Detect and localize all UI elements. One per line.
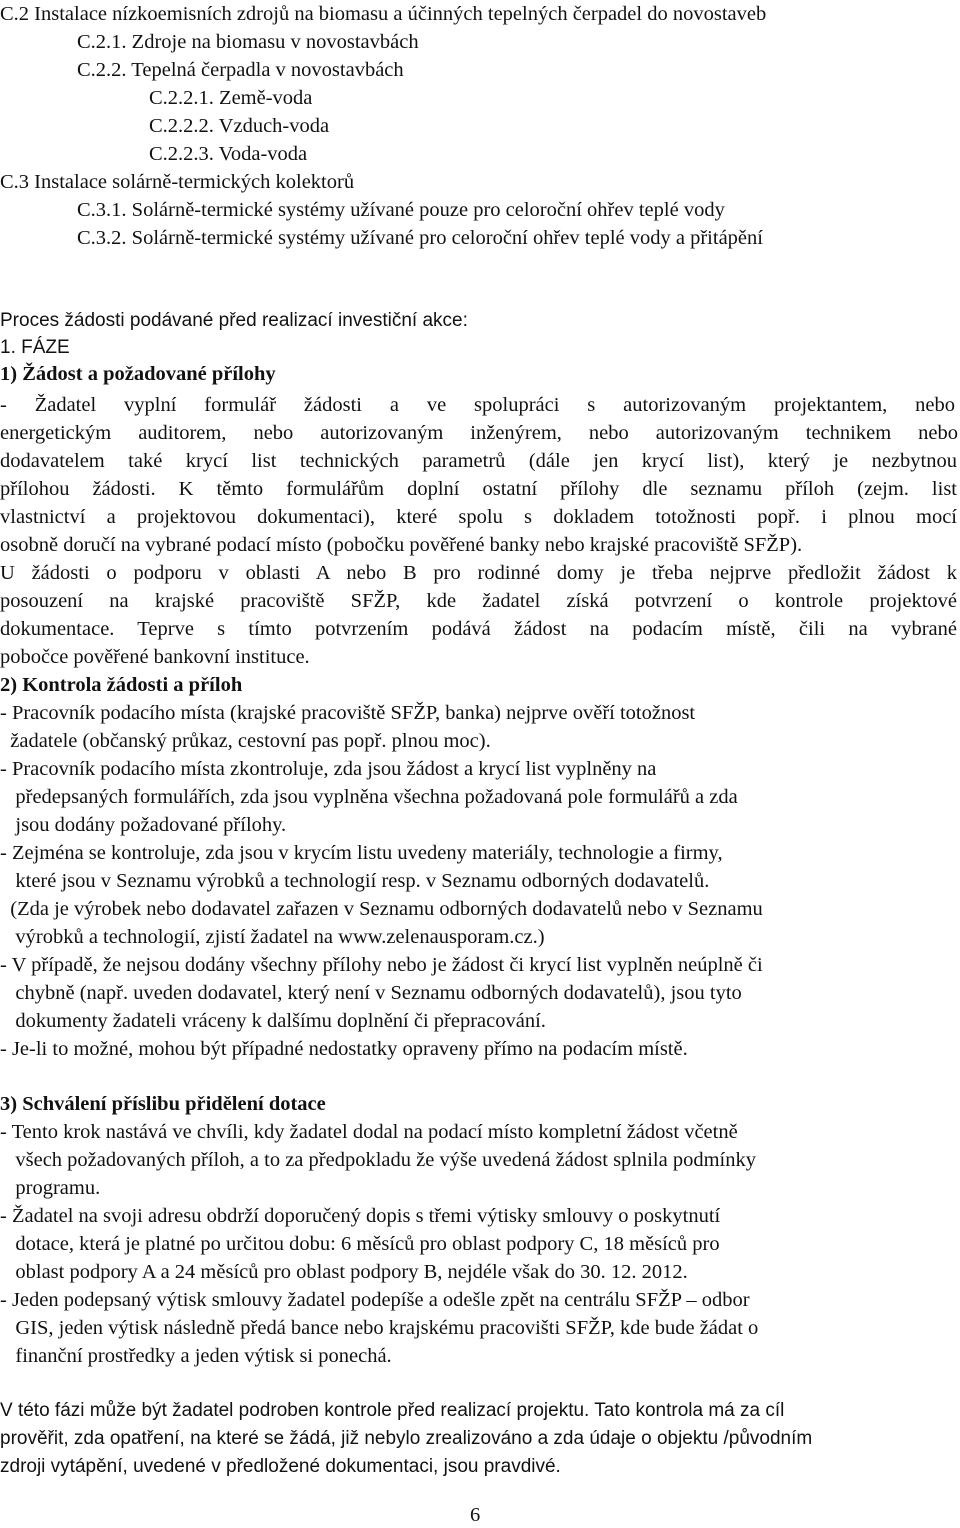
paragraph-line: přílohou žádosti. K těmto formulářům doplní ostatní přílohy dle seznamu příloh (zejm. list: [0, 478, 957, 500]
toc-line: C.2.2.3. Voda-voda: [149, 143, 308, 165]
list-item-line: dotace, která je platné po určitou dobu: 6 měsíců pro oblast podpory C, 18 měsíců pro: [0, 1233, 720, 1255]
toc-line: C.3 Instalace solárně-termických kolektorů: [0, 171, 355, 193]
toc-line: C.2.1. Zdroje na biomasu v novostavbách: [77, 31, 419, 53]
paragraph-line: - Žadatel vyplní formulář žádosti a ve spolupráci s autorizovaným projektantem, nebo: [0, 394, 955, 416]
list-item-line: které jsou v Seznamu výrobků a technologií resp. v Seznamu odborných dodavatelů.: [0, 870, 710, 892]
list-item-line: GIS, jeden výtisk následně předá bance nebo krajskému pracovišti SFŽP, kde bude žádat o: [0, 1317, 759, 1339]
list-item-line: chybně (např. uveden dodavatel, který není v Seznamu odborných dodavatelů), jsou tyto: [0, 982, 742, 1004]
paragraph-line: dodavatelem také krycí list technických parametrů (dále jen krycí list), který je nezbytnou: [0, 450, 957, 472]
list-item-line: jsou dodány požadované přílohy.: [0, 814, 287, 836]
list-item-line: - Je-li to možné, mohou být případné nedostatky opraveny přímo na podacím místě.: [0, 1038, 688, 1060]
toc-line: C.2.2.2. Vzduch-voda: [149, 115, 330, 137]
closing-line: zdroji vytápění, uvedené v předložené dokumentaci, jsou pravdivé.: [0, 1456, 561, 1477]
list-item-line: - Pracovník podacího místa zkontroluje, zda jsou žádost a krycí list vyplněny na: [0, 758, 657, 780]
list-item-line: programu.: [0, 1177, 101, 1199]
paragraph-line: dokumentace. Teprve s tímto potvrzením podává žádost na podacím místě, čili na vybrané: [0, 618, 957, 640]
closing-line: prověřit, zda opatření, na které se žádá, již nebylo zrealizováno a zda údaje o objektu /původním: [0, 1428, 813, 1449]
toc-line: C.2.2. Tepelná čerpadla v novostavbách: [77, 59, 404, 81]
list-item-line: výrobků a technologií, zjistí žadatel na www.zelenausporam.cz.): [0, 926, 545, 948]
paragraph-line: pobočce pověřené bankovní instituce.: [0, 646, 310, 668]
paragraph-line: U žádosti o podporu v oblasti A nebo B pro rodinné domy je třeba nejprve předložit žádost k: [0, 562, 957, 584]
paragraph-line: osobně doručí na vybrané podací místo (pobočku pověřené banky nebo krajské pracoviště SFŽP).: [0, 534, 803, 556]
list-item-line: - Tento krok nastává ve chvíli, kdy žadatel dodal na podací místo kompletní žádost včetně: [0, 1121, 738, 1143]
section-heading: 3) Schválení příslibu přidělení dotace: [0, 1093, 326, 1115]
paragraph-line: vlastnictví a projektovou dokumentaci), které spolu s dokladem totožnosti popř. i plnou mocí: [0, 506, 957, 528]
toc-line: C.3.2. Solárně-termické systémy užívané pro celoroční ohřev teplé vody a přitápění: [77, 227, 763, 249]
list-item-line: oblast podpory A a 24 měsíců pro oblast podpory B, nejdéle však do 30. 12. 2012.: [0, 1261, 688, 1283]
toc-line: C.2 Instalace nízkoemisních zdrojů na biomasu a účinných tepelných čerpadel do novostaveb: [0, 3, 767, 25]
list-item-line: předepsaných formulářích, zda jsou vyplněna všechna požadovaná pole formulářů a zda: [0, 786, 738, 808]
list-item-line: - Jeden podepsaný výtisk smlouvy žadatel podepíše a odešle zpět na centrálu SFŽP – odbor: [0, 1289, 750, 1311]
list-item-line: finanční prostředky a jeden výtisk si ponechá.: [0, 1345, 392, 1367]
closing-line: V této fázi může být žadatel podroben kontrole před realizací projektu. Tato kontrola má za cíl: [0, 1400, 785, 1421]
phase-heading: 1. FÁZE: [0, 337, 70, 358]
list-item-line: žadatele (občanský průkaz, cestovní pas popř. plnou moc).: [0, 730, 491, 752]
list-item-line: všech požadovaných příloh, a to za předpokladu že výše uvedená žádost splnila podmínky: [0, 1149, 756, 1171]
paragraph-line: posouzení na krajské pracoviště SFŽP, kde žadatel získá potvrzení o kontrole projektové: [0, 590, 957, 612]
list-item-line: - Zejména se kontroluje, zda jsou v krycím listu uvedeny materiály, technologie a firmy,: [0, 842, 723, 864]
paragraph-line: energetickým auditorem, nebo autorizovaným inženýrem, nebo autorizovaným technikem nebo: [0, 422, 958, 444]
section-heading: 1) Žádost a požadované přílohy: [0, 363, 276, 385]
list-item-line: (Zda je výrobek nebo dodavatel zařazen v Seznamu odborných dodavatelů nebo v Seznamu: [0, 898, 763, 920]
list-item-line: - Žadatel na svoji adresu obdrží doporučený dopis s třemi výtisky smlouvy o poskytnutí: [0, 1205, 721, 1227]
toc-line: C.3.1. Solárně-termické systémy užívané pouze pro celoroční ohřev teplé vody: [77, 199, 725, 221]
list-item-line: dokumenty žadateli vráceny k dalšímu doplnění či přepracování.: [0, 1010, 546, 1032]
page-number: 6: [470, 1504, 481, 1526]
list-item-line: - V případě, že nejsou dodány všechny přílohy nebo je žádost či krycí list vyplněn neúplně či: [0, 954, 763, 976]
list-item-line: - Pracovník podacího místa (krajské pracoviště SFŽP, banka) nejprve ověří totožnost: [0, 702, 696, 724]
toc-line: C.2.2.1. Země-voda: [149, 87, 313, 109]
process-heading: Proces žádosti podávané před realizací investiční akce:: [0, 310, 468, 331]
section-heading: 2) Kontrola žádosti a příloh: [0, 674, 243, 696]
